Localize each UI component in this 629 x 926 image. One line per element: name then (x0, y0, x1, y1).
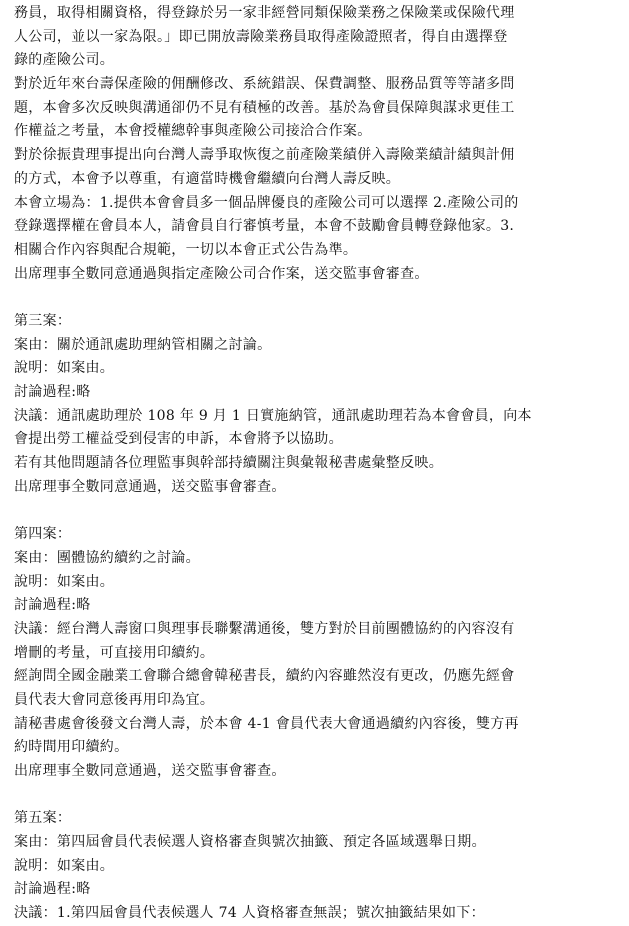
paragraph-line: 經詢問全國金融業工會聯合總會韓秘書長，續約內容雖然沒有更改，仍應先經會 (14, 668, 515, 685)
section-spacer (14, 286, 621, 310)
resolution-line: 出席理事全數同意通過，送交監事會審查。 (14, 763, 286, 779)
case-5-section (14, 807, 621, 925)
case-discussion: 討論過程:略 (14, 597, 91, 614)
case-heading: 第三案： (14, 312, 72, 329)
case-subject: 案由：關於通訊處助理納管相關之討論。 (14, 336, 272, 353)
case-heading: 第五案： (14, 810, 72, 827)
paragraph-line: 的方式，本會予以尊重，有適當時機會繼續向台灣人壽反映。 (14, 170, 401, 187)
resolution-line: 出席理事全數同意通過與指定產險公司合作案，送交監事會審查。 (14, 265, 429, 282)
section-spacer (14, 499, 621, 523)
case-resolution: 決議：1.第四屆會員代表候選人 74 人資格審查無誤；號次抽籤結果如下： (14, 905, 485, 922)
paragraph-line: 若有其他問題請各位理監事與幹部持續關注與彙報秘書處彙整反映。 (14, 455, 443, 472)
paragraph-line: 員代表大會同意後再用印為宜。 (14, 691, 215, 708)
case-subject: 案由：第四屆會員代表候選人資格審查與號次抽籤、預定各區域選舉日期。 (14, 834, 486, 851)
paragraph-line: 人公司，並以一家為限。」即已開放壽險業務員取得產險證照者，得自由選擇登 (14, 28, 508, 45)
paragraph-line: 增刪的考量，可直接用印續約。 (14, 644, 215, 661)
paragraph-line: 錄的產險公司。 (14, 52, 115, 69)
case-3-section (14, 310, 621, 500)
paragraph-line: 相關合作內容與配合規範，一切以本會正式公告為準。 (14, 241, 358, 258)
case-explanation: 說明：如案由。 (14, 857, 115, 874)
paragraph-line: 對於近年來台壽保產險的佣酬修改、系統錯誤、保費調整、服務品質等等諸多問 (14, 76, 515, 93)
paragraph-line: 題，本會多次反映與溝通卻仍不見有積極的改善。基於為會員保障與謀求更佳工 (14, 99, 515, 116)
case-discussion: 討論過程:略 (14, 384, 91, 400)
paragraph-line: 對於徐振貴理事提出向台灣人壽爭取恢復之前產險業績併入壽險業績計績與計佣 (14, 147, 515, 164)
paragraph-line: 登錄選擇權在會員本人，請會員自行審慎考量，本會不鼓勵會員轉登錄他家。3. (14, 218, 515, 235)
paragraph-line: 約時間用印續約。 (14, 739, 129, 756)
case-4-section (14, 523, 621, 784)
case-resolution: 決議：經台灣人壽窗口與理事長聯繫溝通後，雙方對於目前團體協約的內容沒有 (14, 620, 515, 637)
resolution-line: 出席理事全數同意通過，送交監事會審查。 (14, 478, 286, 495)
paragraph-line: 請秘書處會後發文台灣人壽，於本會 4-1 會員代表大會通過續約內容後，雙方再 (14, 715, 519, 732)
case-explanation: 說明：如案由。 (14, 573, 115, 590)
case-explanation: 說明：如案由。 (14, 360, 115, 377)
paragraph-line: 本會立場為：1.提供本會會員多一個品牌優良的產險公司可以選擇 2.產險公司的 (14, 194, 519, 211)
intro-section (14, 2, 621, 286)
case-discussion: 討論過程:略 (14, 881, 91, 898)
case-heading: 第四案： (14, 526, 72, 543)
paragraph-line: 作權益之考量，本會授權總幹事與產險公司接洽合作案。 (14, 123, 372, 140)
section-spacer (14, 784, 621, 808)
case-resolution: 決議：通訊處助理於 108 年 9 月 1 日實施納管，通訊處助理若為本會會員，向本 (14, 407, 532, 424)
paragraph-line: 務員，取得相關資格，得登錄於另一家非經營同類保險業務之保險業或保險代理 (14, 5, 515, 21)
paragraph-line: 會提出勞工權益受到侵害的申訴，本會將予以協助。 (14, 431, 343, 448)
case-subject: 案由：團體協約續約之討論。 (14, 549, 200, 566)
